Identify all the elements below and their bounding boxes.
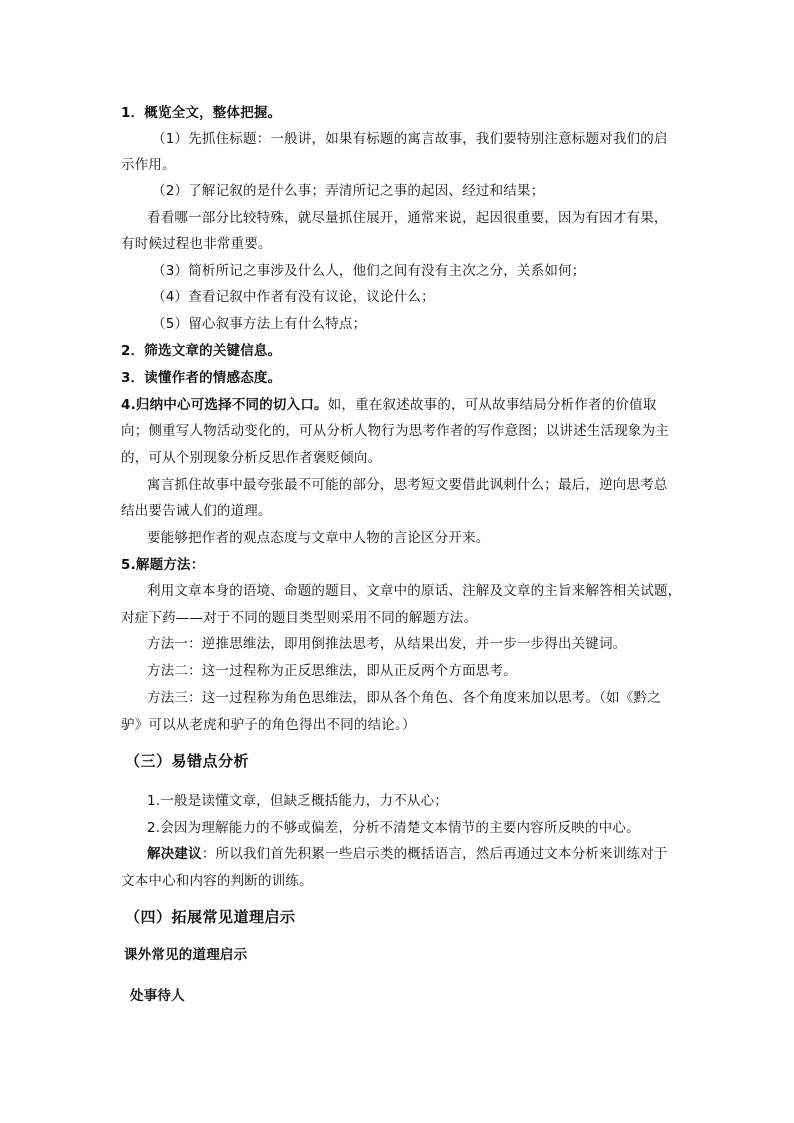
- section-5-paragraph-line-1: 利用文章本身的语境、命题的题目、文章中的原话、注解及文章的主旨来解答相关试题，: [147, 583, 682, 599]
- section-extend-heading: （四）拓展常见道理启示: [125, 908, 296, 926]
- section-errors-item-2: 2.会因为理解能力的不够或偏差，分析不清楚文本情节的主要内容所反映的中心。: [147, 820, 640, 836]
- section-errors-advice-line-2: 文本中心和内容的判断的训练。: [121, 873, 313, 889]
- section-3-title: 3．读懂作者的情感态度。: [121, 370, 282, 386]
- advice-label: 解决建议: [147, 846, 202, 862]
- section-1-item-5: （5）留心叙事方法上有什么特点；: [152, 316, 367, 332]
- section-5-paragraph-line-2: 对症下药——对于不同的题目类型则采用不同的解题方法。: [121, 610, 478, 626]
- section-1-item-1-line-2: 示作用。: [121, 157, 176, 173]
- section-1-item-2: （2）了解记叙的是什么事；弄清所记之事的起因、经过和结果；: [152, 183, 545, 199]
- section-5-method-1: 方法一：逆推思维法，即用倒推法思考，从结果出发，并一步一步得出关键词。: [147, 636, 627, 652]
- section-errors-advice-line-1: [147, 844, 668, 864]
- section-1-item-1-line-1: （1）先抓住标题：一般讲，如果有标题的寓言故事，我们要特别注意标题对我们的启: [152, 131, 668, 147]
- section-5-method-2: 方法二：这一过程称为正反思维法，即从正反两个方面思考。: [147, 663, 517, 679]
- section-4-paragraph-3: 要能够把作者的观点态度与文章中人物的言论区分开来。: [147, 530, 490, 546]
- advice-line-1-rest: ：所以我们首先积累一些启示类的概括语言，然后再通过文本分析来训练对于: [201, 846, 668, 862]
- section-1-paragraph-line-1: 看看哪一部分比较特殊，就尽量抓住展开，通常来说，起因很重要，因为有因才有果，: [147, 210, 668, 226]
- section-1-item-4: （4）查看记叙中作者有没有议论，议论什么；: [152, 289, 435, 305]
- section-4-paragraph-2-line-1: 寓言抓住故事中最夸张最不可能的部分，思考短文要借此讽刺什么；最后，逆向思考总: [147, 477, 668, 493]
- section-extend-item: 处事待人: [130, 988, 185, 1004]
- section-4-line-1: [121, 395, 657, 415]
- section-4-line-3: 的，可从个别现象分析反思作者褒贬倾向。: [121, 450, 382, 466]
- section-extend-subheading: 课外常见的道理启示: [124, 947, 248, 963]
- section-1-title: 1．概览全文，整体把握。: [121, 105, 282, 121]
- section-5-method-3-line-1: 方法三：这一过程称为角色思维法，即从各个角色、各个角度来加以思考。（如《黔之: [147, 690, 661, 706]
- section-4-line-1-rest: 如，重在叙述故事的，可从故事结局分析作者的价值取: [327, 397, 657, 413]
- section-2-title: 2．筛选文章的关键信息。: [121, 343, 282, 359]
- section-errors-item-1: 1.一般是读懂文章，但缺乏概括能力，力不从心；: [147, 793, 448, 809]
- section-4-paragraph-2-line-2: 结出要告诫人们的道理。: [121, 503, 272, 519]
- section-5-method-3-line-2: 驴》可以从老虎和驴子的角色得出不同的结论。）: [121, 717, 416, 733]
- section-1-item-3: （3）简析所记之事涉及什么人，他们之间有没有主次之分，关系如何；: [152, 263, 586, 279]
- section-4-lead: 4.归纳中心可选择不同的切入口。: [121, 397, 328, 413]
- section-errors-heading: （三）易错点分析: [125, 752, 250, 770]
- section-1-paragraph-line-2: 有时候过程也非常重要。: [121, 236, 272, 252]
- section-5-title: 5.解题方法：: [121, 557, 205, 573]
- section-4-line-2: 向；侧重写人物活动变化的，可从分析人物行为思考作者的写作意图；以讲述生活现象为主: [121, 423, 669, 439]
